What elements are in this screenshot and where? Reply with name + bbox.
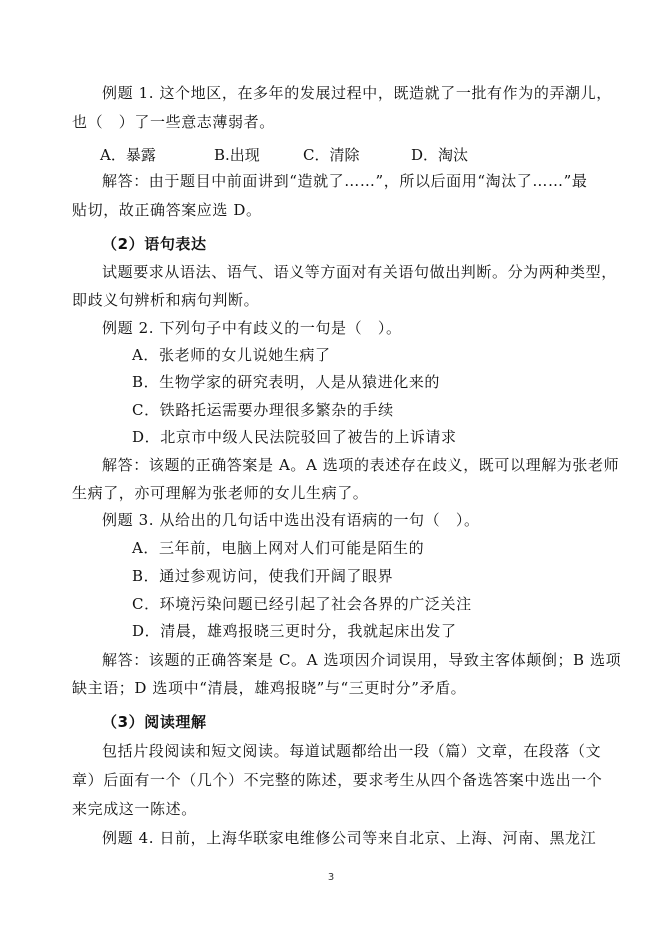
section2-intro-line1: 试题要求从语法、语气、语义等方面对有关语句做出判断。分为两种类型，	[102, 263, 617, 281]
example2-question: 例题 2. 下列句子中有歧义的一句是（ ）。	[102, 319, 402, 337]
example3-question: 例题 3. 从给出的几句话中选出没有语病的一句（ ）。	[102, 511, 480, 529]
example3-option-d: D．清晨，雄鸡报晓三更时分，我就起床出发了	[132, 622, 457, 640]
example4-question-line1: 例题 4. 日前，上海华联家电维修公司等来自北京、上海、河南、黑龙江	[102, 829, 597, 847]
example3-option-a: A．三年前，电脑上网对人们可能是陌生的	[132, 539, 425, 557]
section3-intro-line3: 来完成这一陈述。	[72, 800, 197, 818]
section2-heading: （2）语句表达	[102, 235, 207, 253]
example1-answer-line1: 解答：由于题目中前面讲到“造就了……”，所以后面用“淘汰了……”最	[102, 172, 588, 190]
example1-option-b: B.出现	[214, 146, 260, 164]
example1-option-c: C．清除	[303, 146, 360, 164]
section3-heading: （3）阅读理解	[102, 713, 207, 731]
example2-answer-line1: 解答：该题的正确答案是 A。A 选项的表述存在歧义，既可以理解为张老师	[102, 456, 620, 474]
section3-intro-line1: 包括片段阅读和短文阅读。每道试题都给出一段（篇）文章，在段落（文	[102, 742, 602, 760]
example2-option-b: B．生物学家的研究表明，人是从猿进化来的	[132, 373, 441, 391]
example2-answer-line2: 生病了，亦可理解为张老师的女儿生病了。	[72, 484, 369, 502]
section2-intro-line2: 即歧义句辨析和病句判断。	[72, 291, 260, 309]
example3-option-b: B．通过参观访问，使我们开阔了眼界	[132, 567, 394, 585]
example1-options	[100, 145, 520, 165]
example1-question-line2: 也（ ）了一些意志薄弱者。	[72, 113, 275, 131]
example2-option-c: C．铁路托运需要办理很多繁杂的手续	[132, 401, 394, 419]
section3-intro-line2: 章）后面有一个（几个）不完整的陈述，要求考生从四个备选答案中选出一个	[72, 771, 603, 789]
example1-option-a: A．暴露	[100, 146, 156, 164]
example3-answer-line2: 缺主语；D 选项中“清晨，雄鸡报晓”与“三更时分”矛盾。	[72, 679, 467, 697]
example3-answer-line1: 解答：该题的正确答案是 C。A 选项因介词误用，导致主客体颠倒；B 选项	[102, 651, 622, 669]
example2-option-a: A．张老师的女儿说她生病了	[132, 346, 331, 364]
example2-option-d: D．北京市中级人民法院驳回了被告的上诉请求	[132, 428, 457, 446]
example1-option-d: D．淘汰	[411, 146, 469, 164]
example1-question-line1: 例题 1. 这个地区，在多年的发展过程中，既造就了一批有作为的弄潮儿，	[102, 84, 612, 102]
example3-option-c: C．环境污染问题已经引起了社会各界的广泛关注	[132, 595, 472, 613]
page-number: 3	[327, 872, 335, 883]
example1-answer-line2: 贴切，故正确答案应选 D。	[72, 201, 262, 219]
